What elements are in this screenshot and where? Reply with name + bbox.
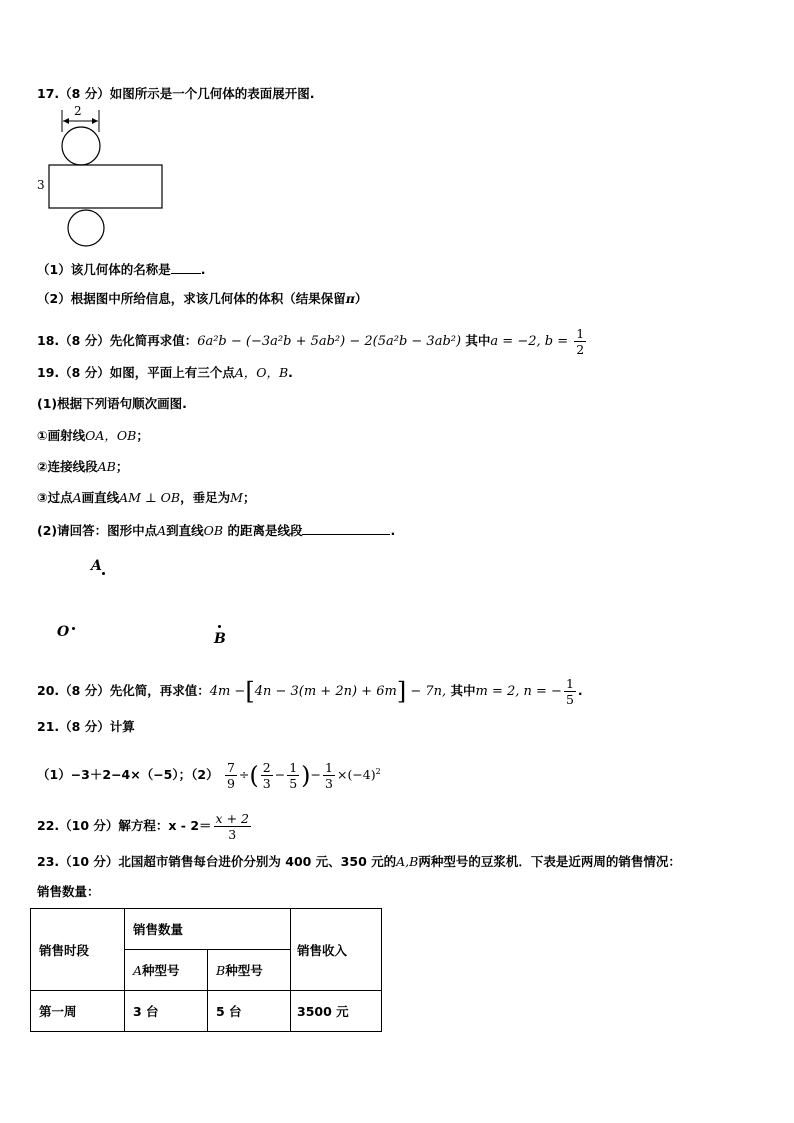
header-quantity: 销售数量 (125, 909, 291, 950)
diagram-side-label: 3 (37, 178, 45, 192)
q19-step3: ③过点A画直线AM ⊥ OB，垂足为M； (37, 490, 256, 505)
q23-line2: 销售数量： (37, 884, 100, 899)
arrow-right-head (92, 118, 98, 124)
header-income: 销售收入 (291, 909, 382, 991)
point-a-dot (102, 572, 105, 575)
q18: 18.（8 分）先化简再求值：6a²b − (−3a²b + 5ab²) − 2(5a²b − 3ab²) 其中a = −2, b = $\frac{1}{2}$ (37, 326, 585, 357)
point-a-label: A (91, 558, 102, 574)
cell-type-a: 3 台 (125, 991, 208, 1032)
cell-type-b: 5 台 (208, 991, 291, 1032)
arrow-left-head (63, 118, 69, 124)
q17-part2: （2）根据图中所给信息，求该几何体的体积（结果保留π） (37, 291, 368, 306)
q23-text: 23.（10 分）北国超市销售每台进价分别为 400 元、350 元的A,B两种型号的豆浆机．下表是近两周的销售情况： (37, 854, 681, 869)
table-row (31, 991, 382, 1032)
point-b-label: B (214, 631, 226, 647)
point-o-label: O (57, 624, 70, 640)
point-b-dot (218, 625, 221, 628)
bottom-circle (68, 210, 104, 246)
answer-blank (171, 261, 201, 274)
answer-blank (302, 522, 390, 535)
q19-part2: (2)请回答：图形中点A到直线OB 的距离是线段 . (37, 523, 396, 538)
q21-text: 21.（8 分）计算 (37, 719, 135, 734)
sales-table (30, 908, 382, 1032)
header-type-b: B种型号 (208, 950, 291, 991)
q19-part1: (1)根据下列语句顺次画图. (37, 396, 187, 411)
cell-income: 3500 元 (291, 991, 382, 1032)
q19-step1: ①画射线OA，OB； (37, 428, 149, 443)
point-o-dot (72, 627, 75, 630)
rectangle (49, 165, 162, 208)
top-circle (62, 127, 100, 165)
q17-part1: （1）该几何体的名称是 . (37, 262, 206, 277)
q20: 20.（8 分）先化简，再求值：4m −[4n − 3(m + 2n) + 6m] − 7n, 其中m = 2, n = − $\frac{1}{5}$ . (37, 676, 583, 707)
header-type-a: A种型号 (125, 950, 208, 991)
q22: 22.（10 分）解方程：x - 2＝ $\frac{x + 2}{3}$ (37, 811, 249, 842)
q21-parts: （1）−3＋2−4×（−5）；（2） $\frac{7}{9}$ ÷( $\frac{2}{3}$ − $\frac{1}{5}$ )− $\frac{1}{3}$ $\times(-4)^2$ (37, 760, 381, 792)
cell-period: 第一周 (31, 991, 125, 1032)
net-diagram (35, 104, 170, 250)
diagram-top-label: 2 (74, 104, 82, 118)
q19-text: 19.（8 分）如图，平面上有三个点A，O，B. (37, 365, 293, 380)
header-period: 销售时段 (31, 909, 125, 991)
q17-text: 17.（8 分）如图所示是一个几何体的表面展开图. (37, 86, 315, 101)
q19-step2: ②连接线段AB； (37, 459, 129, 474)
